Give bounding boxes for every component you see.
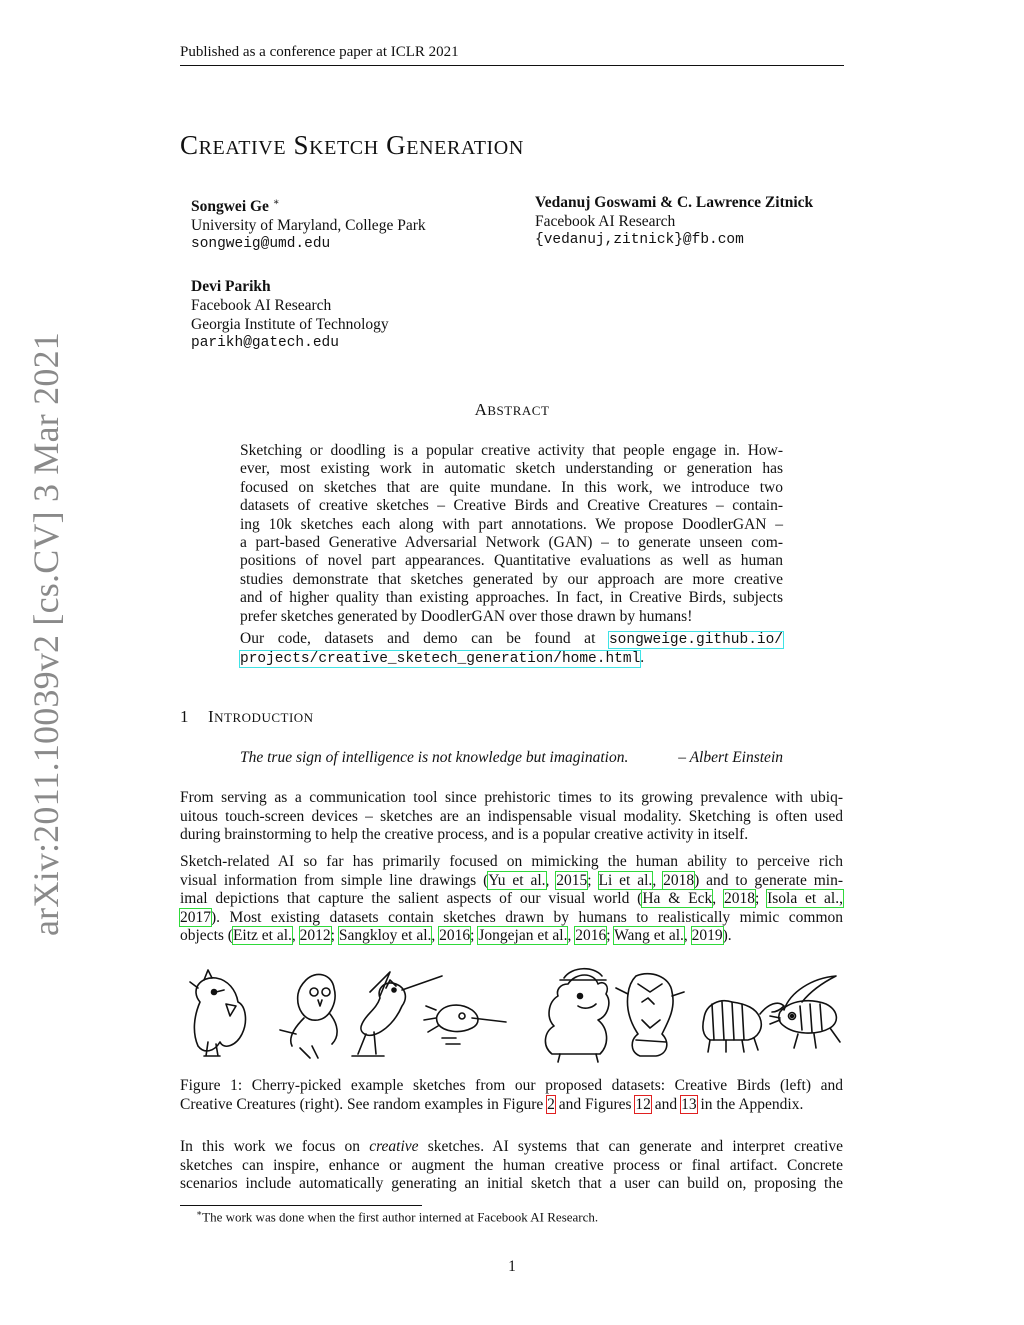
text-run: objects ( — [180, 927, 233, 944]
citation-link[interactable]: Jongejan et al. — [478, 927, 568, 944]
text-line — [180, 909, 843, 928]
text-run: ). Most existing datasets contain sketches drawn by humans to realistically mimic common — [211, 908, 843, 926]
text-line: From serving as a communication tool since prehistoric times to its growing prevalence with ubiq- — [180, 789, 843, 806]
text-line: Sketch-related AI so far has primarily focused on mimicking the human ability to perceive rich — [180, 853, 843, 870]
heading-rest: NTRODUCTION — [214, 710, 314, 725]
creature-sketch — [545, 969, 608, 1062]
arxiv-stamp: arXiv:2011.10039v2 [cs.CV] 3 Mar 2021 — [26, 332, 66, 936]
bird-sketch — [424, 1005, 506, 1044]
title-rest: KETCH — [309, 137, 379, 159]
author-name: Vedanuj Goswami & C. Lawrence Zitnick — [535, 194, 814, 211]
text-line — [180, 1138, 843, 1157]
page-number: 1 — [508, 1258, 516, 1275]
abstract-line: datasets of creative sketches – Creative Birds and Creative Creatures – contain- — [240, 497, 783, 515]
citation-link[interactable]: Yu et al. — [488, 871, 546, 889]
citation-link[interactable]: 2016 — [575, 927, 607, 944]
text-run: and Figures — [558, 1095, 632, 1113]
text-run: Creative Creatures (right). See random examples in Figure — [180, 1095, 544, 1113]
author-affiliation: Georgia Institute of Technology — [191, 316, 389, 333]
abstract-line: and of higher quality than existing approaches. In fact, in Creative Birds, subjects — [240, 589, 783, 607]
paper-title — [180, 130, 524, 161]
citation-link[interactable]: Wang et al. — [614, 927, 684, 944]
heading-rest: BSTRACT — [487, 403, 550, 418]
citation-link[interactable]: 2015 — [556, 871, 588, 889]
caption-line — [180, 1096, 843, 1115]
creature-sketch — [770, 976, 840, 1048]
citation-link[interactable]: Isola et al., — [767, 890, 843, 907]
abstract-line: prefer sketches generated by DoodlerGAN over those drawn by humans! — [240, 607, 693, 625]
citation-link[interactable]: 2017 — [180, 908, 211, 926]
text-line: visual information from simple line drawings (Yu et al., 2015; Li et al., 2018) and to generate min- — [180, 871, 844, 889]
header-rule — [180, 65, 844, 66]
author-block-1 — [191, 193, 426, 254]
figure-ref-link[interactable]: 12 — [635, 1095, 651, 1113]
text-line: scenarios include automatically generating an initial sketch that a user can build on, proposing the — [180, 1175, 843, 1192]
author-affiliation: University of Maryland, College Park — [191, 217, 426, 235]
author-block-3 — [191, 277, 389, 353]
citation-link[interactable]: Li et al. — [598, 871, 653, 889]
epigraph-author: – Albert Einstein — [678, 749, 783, 766]
project-url-link[interactable]: projects/creative_sketech_generation/home.html — [240, 651, 641, 668]
text-run: sketches. AI systems that can generate and interpret creative — [427, 1138, 844, 1155]
abstract-heading — [0, 400, 1024, 420]
section-number: 1 — [180, 707, 189, 726]
text-run: imal depictions that capture the salient aspects of our visual world ( — [180, 890, 643, 907]
epigraph-quote: The true sign of intelligence is not knowledge but imagination. — [240, 749, 629, 766]
intro-paragraph-1 — [180, 789, 843, 845]
citation-link[interactable]: 2019 — [691, 927, 723, 944]
bird-sketch — [190, 970, 245, 1056]
arxiv-stamp-container — [8, 332, 66, 936]
author-email: parikh@gatech.edu — [191, 335, 339, 351]
caption-line: Figure 1: Cherry-picked example sketches from our proposed datasets: Creative Birds (left) and — [180, 1077, 843, 1094]
title-rest: REATIVE — [198, 137, 287, 159]
citation-link[interactable]: 2018 — [663, 871, 695, 889]
running-header: Published as a conference paper at ICLR 2021 — [180, 44, 459, 60]
footnote-rule — [180, 1205, 422, 1206]
epigraph — [240, 749, 783, 767]
intro-paragraph-2 — [180, 853, 843, 946]
bird-sketch — [352, 972, 442, 1056]
text-run: visual information from simple line drawings ( — [180, 871, 489, 889]
title-initial: C — [180, 130, 199, 160]
citation-link[interactable]: 2018 — [723, 890, 755, 907]
figure-ref-link[interactable]: 13 — [681, 1095, 697, 1113]
text-run: in the Appendix. — [700, 1095, 804, 1113]
text-line: imal depictions that capture the salient aspects of our visual world (Ha & Eck, 2018; Isola et al., — [180, 890, 843, 907]
abstract-line: studies demonstrate that sketches generated by our approach are more creative — [240, 570, 783, 588]
code-suffix: . — [640, 649, 645, 667]
creative-creatures-group — [545, 969, 840, 1062]
text-line: uitous touch-screen devices – sketches are an indispensable visual modality. Sketching is often used — [180, 807, 843, 825]
abstract-line: ing 10k sketches each along with part annotations. We propose DoodlerGAN – — [240, 515, 783, 533]
author-affiliation: Facebook AI Research — [191, 297, 332, 314]
text-run: ) and to generate min- — [694, 871, 844, 889]
bird-sketch — [280, 974, 337, 1058]
abstract-line: Sketching or doodling is a popular creative activity that people engage in. How- — [240, 442, 783, 459]
title-rest: ENERATION — [406, 137, 524, 159]
footnote-text: The work was done when the first author interned at Facebook AI Research. — [202, 1209, 599, 1225]
abstract-line: ever, most existing work in automatic sketch understanding or generation has — [240, 460, 783, 478]
abstract-code-line-2 — [240, 649, 783, 668]
citation-link[interactable]: Ha & Eck — [642, 890, 713, 907]
footnote — [196, 1208, 598, 1225]
title-initial: G — [386, 130, 407, 160]
text-line: objects (Eitz et al., 2012; Sangkloy et al., 2016; Jongejan et al., 2016; Wang et al., 2019). — [180, 927, 732, 944]
abstract-line: focused on sketches that are quite mundane. In this work, we introduce two — [240, 478, 783, 496]
author-name: Devi Parikh — [191, 278, 271, 295]
author-footnote-mark: ∗ — [272, 197, 280, 208]
citation-link[interactable]: Sangkloy et al. — [338, 927, 432, 944]
citation-link[interactable]: Eitz et al. — [232, 927, 292, 944]
text-line: during brainstorming to help the creative process, and is a popular creative activity in itself. — [180, 826, 749, 843]
abstract-line: positions of novel part appearances. Quantitative evaluations as well as human — [240, 552, 783, 570]
text-run: ). — [722, 927, 732, 944]
footnote-mark: ∗ — [196, 1208, 203, 1218]
text-run: and — [654, 1095, 678, 1113]
figure-1-caption — [180, 1077, 843, 1114]
text-run: In this work we focus on — [180, 1138, 361, 1155]
author-email: {vedanuj,zitnick}@fb.com — [535, 232, 744, 248]
heading-initial: I — [208, 707, 215, 726]
author-block-2 — [535, 193, 813, 250]
citation-link[interactable]: 2012 — [299, 927, 331, 944]
intro-paragraph-3 — [180, 1138, 843, 1194]
abstract-line: a part-based Generative Adversarial Network (GAN) – to generate unseen com- — [240, 534, 783, 552]
figure-1-sketches — [180, 962, 844, 1064]
creature-sketch — [703, 1001, 784, 1052]
author-affiliation: Facebook AI Research — [535, 213, 676, 230]
section-title — [208, 707, 314, 726]
heading-initial: A — [474, 400, 488, 419]
abstract-body — [240, 442, 783, 669]
project-url-link[interactable]: songweige.github.io/ — [608, 632, 784, 649]
title-initial: S — [293, 130, 310, 160]
section-heading — [180, 707, 314, 727]
code-prefix: Our code, datasets and demo can be found at — [240, 630, 596, 648]
creature-sketch — [616, 974, 684, 1056]
author-name: Songwei Ge — [191, 198, 269, 216]
abstract-code-line — [240, 630, 783, 649]
text-line: sketches can inspire, enhance or augment the human creative process or final artifact. Concrete — [180, 1156, 843, 1174]
citation-link[interactable]: 2016 — [439, 927, 471, 944]
figure-ref-link[interactable]: 2 — [547, 1095, 555, 1113]
author-email: songweig@umd.edu — [191, 236, 331, 253]
creative-birds-group — [190, 970, 506, 1058]
emphasis: creative — [369, 1138, 419, 1155]
